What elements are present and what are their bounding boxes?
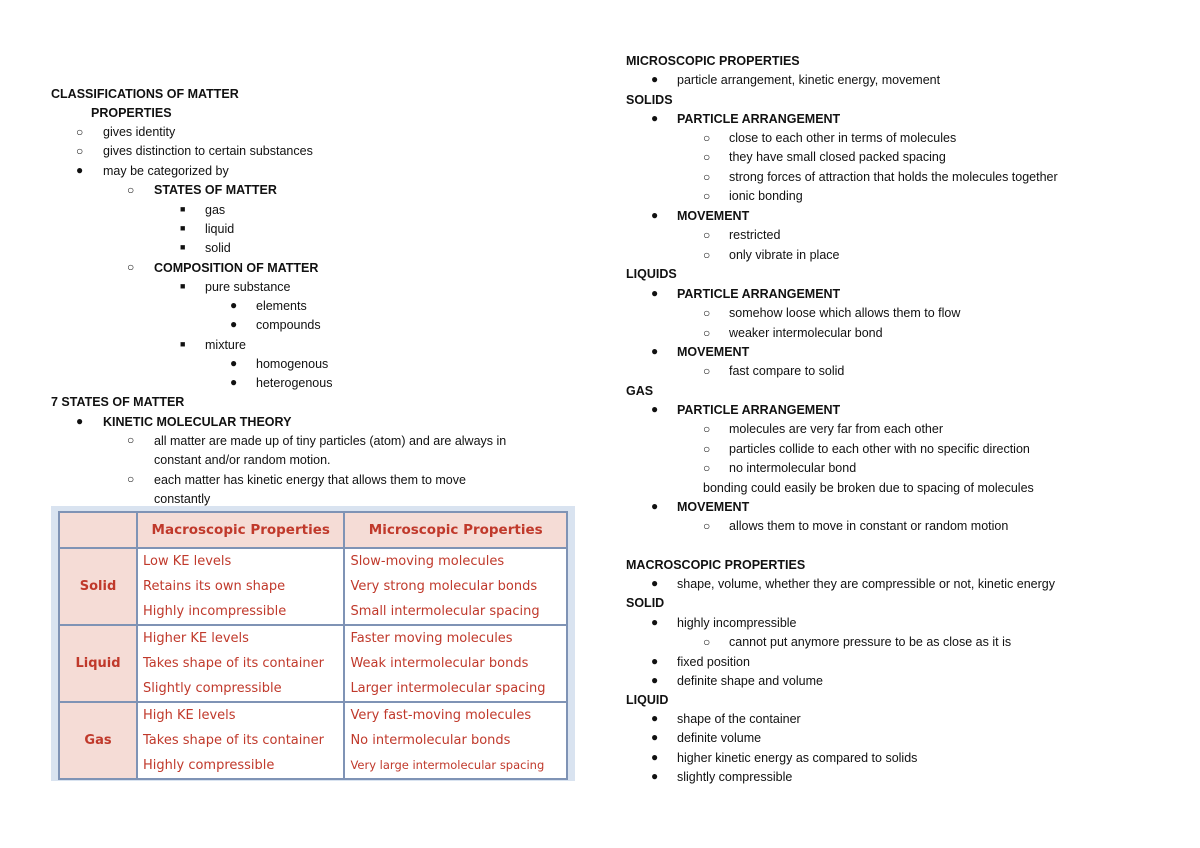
properties-heading: PROPERTIES (91, 106, 172, 120)
dot-bullet-icon: ● (651, 344, 659, 358)
list-item-note: bonding could easily be broken due to spacing of molecules (703, 481, 1034, 495)
table-row-state: Solid (59, 548, 137, 625)
dot-bullet-icon: ● (651, 615, 659, 629)
list-item: they have small closed packed spacing (729, 150, 946, 164)
seven-states-title: 7 STATES OF MATTER (51, 395, 185, 409)
table-cell-line: Higher KE levels (143, 631, 249, 646)
macroscopic-title: MACROSCOPIC PROPERTIES (626, 558, 806, 572)
table-cell-line: Takes shape of its container (143, 733, 324, 748)
table-cell-line: Larger intermolecular spacing (350, 681, 546, 696)
dot-bullet-icon: ● (651, 72, 659, 86)
dot-bullet-icon: ● (76, 414, 84, 428)
table-row (59, 625, 567, 702)
circle-bullet-icon: ○ (703, 442, 711, 456)
list-item: all matter are made up of tiny particles (atom) and are always in (154, 434, 507, 448)
kmt-heading: KINETIC MOLECULAR THEORY (103, 415, 292, 429)
table-cell-macro (137, 625, 344, 702)
list-item: shape, volume, whether they are compressible or not, kinetic energy (677, 577, 1055, 591)
list-item: heterogenous (256, 376, 333, 390)
table-cell-macro (137, 548, 344, 625)
table-cell-line: Slightly compressible (143, 681, 282, 696)
circle-bullet-icon: ○ (703, 131, 711, 145)
list-item: only vibrate in place (729, 248, 840, 262)
list-item: weaker intermolecular bond (729, 326, 883, 340)
list-item: gas (205, 203, 226, 217)
list-item: molecules are very far from each other (729, 422, 943, 436)
list-item: fixed position (677, 655, 750, 669)
square-bullet-icon: ■ (180, 242, 186, 252)
list-item: pure substance (205, 280, 291, 294)
dot-bullet-icon: ● (651, 750, 659, 764)
table-header-row (59, 512, 567, 548)
list-item: may be categorized by (103, 164, 229, 178)
list-item: shape of the container (677, 712, 801, 726)
particle-arrangement-heading: PARTICLE ARRANGEMENT (677, 403, 841, 417)
states-of-matter-heading: STATES OF MATTER (154, 183, 277, 197)
table-cell-line: No intermolecular bonds (350, 733, 511, 748)
dot-bullet-icon: ● (651, 111, 659, 125)
circle-bullet-icon: ○ (703, 228, 711, 242)
circle-bullet-icon: ○ (127, 260, 135, 274)
movement-heading: MOVEMENT (677, 500, 750, 514)
list-item: close to each other in terms of molecules (729, 131, 957, 145)
table-cell-line: Very fast-moving molecules (350, 708, 532, 723)
states-properties-table-image (51, 506, 575, 781)
table-cell-line: Highly compressible (143, 758, 275, 773)
composition-heading: COMPOSITION OF MATTER (154, 261, 319, 275)
gas-heading: GAS (626, 384, 654, 398)
table-corner-cell (59, 512, 137, 548)
list-item: particles collide to each other with no specific direction (729, 442, 1030, 456)
table-cell-line: Very strong molecular bonds (350, 579, 538, 594)
circle-bullet-icon: ○ (127, 433, 135, 447)
dot-bullet-icon: ● (230, 356, 238, 370)
circle-bullet-icon: ○ (703, 170, 711, 184)
table-row (59, 702, 567, 779)
list-item: restricted (729, 228, 781, 242)
circle-bullet-icon: ○ (703, 248, 711, 262)
circle-bullet-icon: ○ (127, 472, 135, 486)
list-item: highly incompressible (677, 616, 797, 630)
circle-bullet-icon: ○ (76, 144, 84, 158)
dot-bullet-icon: ● (651, 286, 659, 300)
list-item: gives identity (103, 125, 176, 139)
table-cell-micro (344, 625, 567, 702)
list-item: definite shape and volume (677, 674, 823, 688)
list-item: liquid (205, 222, 235, 236)
table-cell-line: Low KE levels (143, 554, 232, 569)
list-item: definite volume (677, 731, 762, 745)
circle-bullet-icon: ○ (703, 364, 711, 378)
square-bullet-icon: ■ (180, 223, 186, 233)
table-cell-line: Retains its own shape (143, 579, 286, 594)
dot-bullet-icon: ● (651, 576, 659, 590)
circle-bullet-icon: ○ (703, 326, 711, 340)
table-row-state: Gas (59, 702, 137, 779)
list-item-continued: constantly (154, 492, 211, 506)
table-cell-micro (344, 702, 567, 779)
dot-bullet-icon: ● (651, 208, 659, 222)
list-item: strong forces of attraction that holds the molecules together (729, 170, 1058, 184)
list-item: gives distinction to certain substances (103, 144, 313, 158)
classifications-title: CLASSIFICATIONS OF MATTER (51, 87, 239, 101)
dot-bullet-icon: ● (651, 673, 659, 687)
list-item: mixture (205, 338, 246, 352)
square-bullet-icon: ■ (180, 281, 186, 291)
table-cell-line: Weak intermolecular bonds (350, 656, 529, 671)
table-cell-line: Small intermolecular spacing (350, 604, 540, 619)
list-item-continued: constant and/or random motion. (154, 453, 331, 467)
liquids-heading: LIQUIDS (626, 267, 677, 281)
table-cell-line: Very large intermolecular spacing (350, 758, 545, 772)
table-cell-line: Faster moving molecules (350, 631, 513, 646)
list-item: ionic bonding (729, 189, 803, 203)
dot-bullet-icon: ● (230, 317, 238, 331)
particle-arrangement-heading: PARTICLE ARRANGEMENT (677, 112, 841, 126)
dot-bullet-icon: ● (230, 375, 238, 389)
dot-bullet-icon: ● (651, 402, 659, 416)
circle-bullet-icon: ○ (703, 422, 711, 436)
square-bullet-icon: ■ (180, 339, 186, 349)
circle-bullet-icon: ○ (703, 635, 711, 649)
circle-bullet-icon: ○ (76, 125, 84, 139)
table-row-state: Liquid (59, 625, 137, 702)
list-item: homogenous (256, 357, 329, 371)
dot-bullet-icon: ● (651, 711, 659, 725)
list-item: cannot put anymore pressure to be as close as it is (729, 635, 1012, 649)
particle-arrangement-heading: PARTICLE ARRANGEMENT (677, 287, 841, 301)
list-item: higher kinetic energy as compared to solids (677, 751, 918, 765)
table-cell-line: Highly incompressible (143, 604, 287, 619)
microscopic-title: MICROSCOPIC PROPERTIES (626, 54, 800, 68)
table-cell-line: Slow-moving molecules (350, 554, 505, 569)
circle-bullet-icon: ○ (127, 183, 135, 197)
list-item: slightly compressible (677, 770, 793, 784)
circle-bullet-icon: ○ (703, 461, 711, 475)
circle-bullet-icon: ○ (703, 189, 711, 203)
table-cell-macro (137, 702, 344, 779)
list-item: particle arrangement, kinetic energy, movement (677, 73, 941, 87)
table-cell-micro (344, 548, 567, 625)
list-item: elements (256, 299, 307, 313)
solids-heading: SOLIDS (626, 93, 673, 107)
dot-bullet-icon: ● (651, 730, 659, 744)
solid-heading: SOLID (626, 596, 665, 610)
dot-bullet-icon: ● (230, 298, 238, 312)
movement-heading: MOVEMENT (677, 209, 750, 223)
states-properties-table (58, 511, 568, 780)
circle-bullet-icon: ○ (703, 150, 711, 164)
square-bullet-icon: ■ (180, 204, 186, 214)
list-item: no intermolecular bond (729, 461, 857, 475)
movement-heading: MOVEMENT (677, 345, 750, 359)
table-row (59, 548, 567, 625)
dot-bullet-icon: ● (651, 654, 659, 668)
circle-bullet-icon: ○ (703, 519, 711, 533)
list-item: each matter has kinetic energy that allows them to move (154, 473, 466, 487)
list-item: solid (205, 241, 231, 255)
table-header-micro: Microscopic Properties (344, 512, 567, 548)
table-cell-line: High KE levels (143, 708, 236, 723)
dot-bullet-icon: ● (651, 499, 659, 513)
dot-bullet-icon: ● (651, 769, 659, 783)
table-header-macro: Macroscopic Properties (137, 512, 344, 548)
list-item: allows them to move in constant or random motion (729, 519, 1009, 533)
list-item: somehow loose which allows them to flow (729, 306, 961, 320)
list-item: fast compare to solid (729, 364, 845, 378)
list-item: compounds (256, 318, 321, 332)
liquid-heading: LIQUID (626, 693, 669, 707)
table-cell-line: Takes shape of its container (143, 656, 324, 671)
circle-bullet-icon: ○ (703, 306, 711, 320)
dot-bullet-icon: ● (76, 163, 84, 177)
